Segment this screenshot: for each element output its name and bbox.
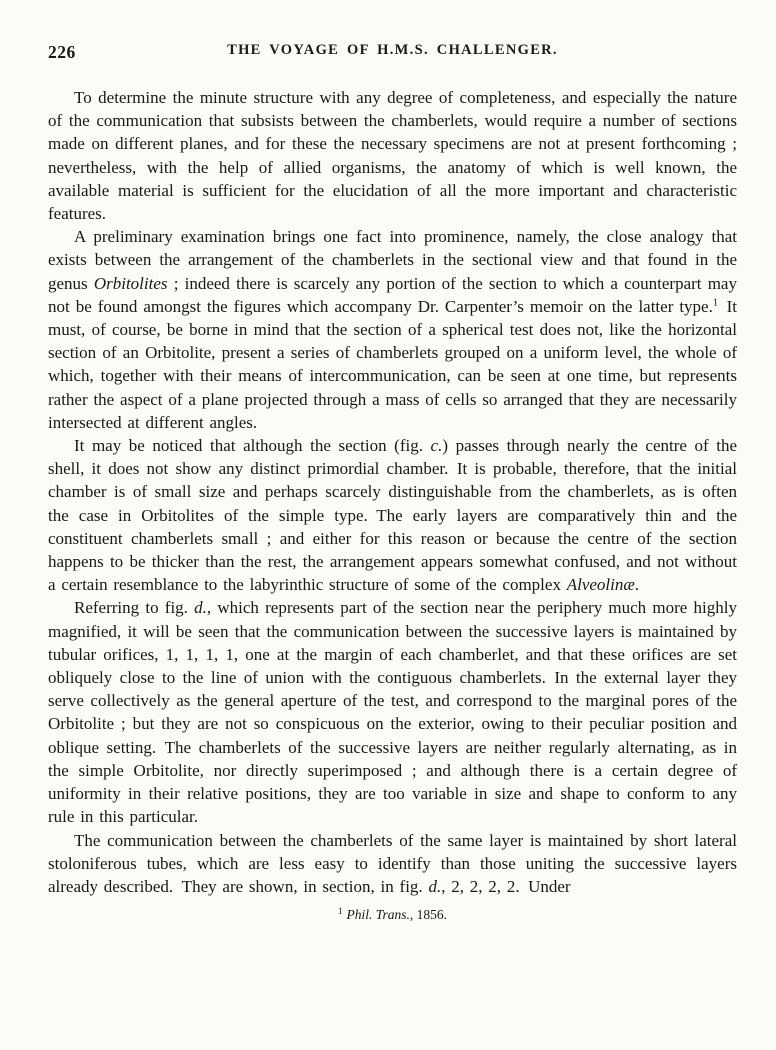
text-run: It may be noticed that although the section (fig.: [74, 436, 431, 456]
text-run: , 2, 2, 2, 2. Under: [441, 876, 571, 896]
paragraph-2: [48, 225, 737, 434]
paragraph-4: [48, 596, 737, 828]
page-header: [48, 42, 737, 62]
text-run: .: [634, 575, 639, 595]
paragraph-1: [48, 86, 737, 225]
genus-name-orbitolites: Orbitolites: [93, 273, 168, 293]
footnote: [48, 907, 737, 923]
paragraph-3: [48, 434, 737, 596]
footnote-reference-marker: 1: [712, 297, 719, 309]
figure-letter-c: c.: [430, 436, 443, 456]
text-run: It must, of course, be borne in mind that the section of a spherical test does not, like the horizontal section of an Orbitolite, present a series of chamberlets grouped on a uniform level, the whole of which, together with their means of intercommunication, can be seen at one time, but represents rather the aspect of a plane projected through a mass of cells so arranged that they are necessarily intersected at different angles.: [48, 296, 737, 432]
figure-letter-d: d.: [194, 598, 207, 618]
text-run: The communication between the chamberlets of the same layer is maintained by short lateral stoloniferous tubes, which are less easy to identify than those uniting the successive layers already described. They are shown, in section, in fig.: [48, 830, 737, 896]
footnote-tail: , 1856.: [409, 907, 448, 923]
text-run: To determine the minute structure with any degree of completeness, and especially the nature of the communication that subsists between the chamberlets, would require a number of sections made on different planes, and for these the necessary specimens are not at present forthcoming ; nevertheless, with the help of allied organisms, the anatomy of which is well known, the available material is sufficient for the elucidation of all the more important and characteristic features.: [48, 88, 737, 224]
text-run: A preliminary examination brings one fact into prominence, namely, the close analogy that exists between the arrangement of the chamberlets in the sectional view and that found in the genus: [48, 227, 737, 293]
page-number: 226: [48, 42, 76, 62]
paragraph-5: [48, 829, 737, 899]
text-run: ; indeed there is scarcely any portion of the section to which a counterpart may not be found amongst the figures which accompany Dr. Carpenter’s memoir on the latter type.: [48, 273, 737, 316]
page-body: [48, 86, 737, 898]
genus-name-alveolinae: Alveolinæ: [566, 575, 635, 595]
running-title: THE VOYAGE OF H.M.S. CHALLENGER.: [227, 42, 558, 58]
figure-letter-d: d.: [428, 876, 442, 896]
footnote-source-italic: Phil. Trans.: [346, 907, 410, 923]
text-run: , which represents part of the section near the periphery much more highly magnified, it will be seen that the communication between the successive layers is maintained by tubular orifices, 1, 1, 1, 1, one at the margin of each chamberlet, and that these orifices are set obliquely close to the line of union with the contiguous chamberlets. In the external layer they serve collectively as the general aperture of the test, and correspond to the marginal pores of the Orbitolite ; but they are not so conspicuous on the exterior, owing to their peculiar position and oblique setting. The chamberlets of the successive layers are neither regularly alternating, as in the simple Orbitolite, nor directly superimposed ; and although there is a certain degree of uniformity in their relative positions, they are too variable in size and shape to conform to any rule in this particular.: [48, 598, 737, 827]
text-run: Referring to fig.: [74, 598, 195, 618]
footnote-marker: 1: [337, 905, 343, 916]
text-run: ) passes through nearly the centre of the shell, it does not show any distinct primordial chamber. It is probable, therefore, that the initial chamber is of small size and perhaps scarcely distinguishable from the chamberlets, as is often the case in Orbitolites of the simple type. The early layers are comparatively thin and the constituent chamberlets small ; and either for this reason or because the centre of the section happens to be thicker than the rest, the arrangement appears somewhat confused, and not without a certain resemblance to the labyrinthic structure of some of the complex: [48, 436, 737, 595]
